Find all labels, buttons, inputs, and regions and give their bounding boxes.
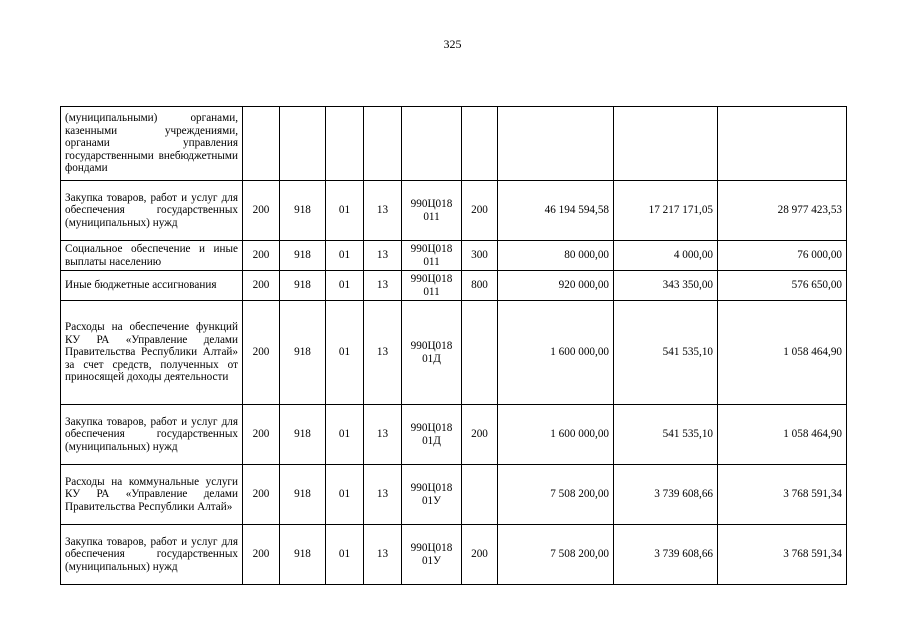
- table-row: [61, 405, 847, 465]
- table-row: [61, 241, 847, 271]
- row-amount-remaining: 1 058 464,90: [718, 301, 847, 405]
- row-ministry-code: 918: [280, 465, 326, 525]
- row-expense-type: 200: [462, 181, 498, 241]
- table-row: [61, 107, 847, 181]
- row-ministry-code: 918: [280, 405, 326, 465]
- row-description: Закупка товаров, работ и услуг для обеспечения государственных (муниципальных) нужд: [61, 181, 243, 241]
- table-row: [61, 465, 847, 525]
- row-admin-code: 200: [243, 241, 280, 271]
- row-amount-remaining: [718, 107, 847, 181]
- table-row: [61, 181, 847, 241]
- row-subsection-code: 13: [364, 241, 402, 271]
- row-target-article: 990Ц018 011: [402, 271, 462, 301]
- row-subsection-code: [364, 107, 402, 181]
- row-amount-planned: 80 000,00: [498, 241, 614, 271]
- row-description: Закупка товаров, работ и услуг для обеспечения государственных (муниципальных) нужд: [61, 405, 243, 465]
- row-subsection-code: 13: [364, 181, 402, 241]
- row-ministry-code: 918: [280, 181, 326, 241]
- row-target-article: 990Ц018 011: [402, 181, 462, 241]
- row-section-code: 01: [326, 241, 364, 271]
- row-target-article: 990Ц018 01У: [402, 465, 462, 525]
- table-row: [61, 301, 847, 405]
- row-amount-executed: 4 000,00: [614, 241, 718, 271]
- row-ministry-code: 918: [280, 241, 326, 271]
- table-row: [61, 525, 847, 585]
- row-amount-remaining: 576 650,00: [718, 271, 847, 301]
- row-amount-planned: [498, 107, 614, 181]
- row-admin-code: 200: [243, 465, 280, 525]
- row-description: Социальное обеспечение и иные выплаты населению: [61, 241, 243, 271]
- row-subsection-code: 13: [364, 525, 402, 585]
- row-ministry-code: 918: [280, 525, 326, 585]
- row-expense-type: 200: [462, 405, 498, 465]
- row-ministry-code: 918: [280, 271, 326, 301]
- row-amount-planned: 7 508 200,00: [498, 525, 614, 585]
- row-section-code: [326, 107, 364, 181]
- row-section-code: 01: [326, 301, 364, 405]
- row-amount-remaining: 28 977 423,53: [718, 181, 847, 241]
- row-description: Закупка товаров, работ и услуг для обеспечения государственных (муниципальных) нужд: [61, 525, 243, 585]
- row-amount-remaining: 76 000,00: [718, 241, 847, 271]
- row-section-code: 01: [326, 271, 364, 301]
- table-row: [61, 271, 847, 301]
- row-description: Расходы на коммунальные услуги КУ РА «Управление делами Правительства Республики Алтай»: [61, 465, 243, 525]
- row-amount-remaining: 3 768 591,34: [718, 525, 847, 585]
- row-amount-executed: 3 739 608,66: [614, 465, 718, 525]
- row-target-article: [402, 107, 462, 181]
- row-subsection-code: 13: [364, 405, 402, 465]
- row-section-code: 01: [326, 405, 364, 465]
- row-ministry-code: 918: [280, 301, 326, 405]
- row-target-article: 990Ц018 01Д: [402, 405, 462, 465]
- row-admin-code: 200: [243, 301, 280, 405]
- row-expense-type: [462, 107, 498, 181]
- page-number: 325: [443, 37, 462, 51]
- row-amount-executed: 343 350,00: [614, 271, 718, 301]
- row-expense-type: [462, 465, 498, 525]
- row-amount-planned: 920 000,00: [498, 271, 614, 301]
- row-amount-executed: 17 217 171,05: [614, 181, 718, 241]
- row-section-code: 01: [326, 181, 364, 241]
- row-admin-code: 200: [243, 271, 280, 301]
- row-amount-planned: 1 600 000,00: [498, 301, 614, 405]
- row-subsection-code: 13: [364, 271, 402, 301]
- row-description: Расходы на обеспечение функций КУ РА «Управление делами Правительства Республики Алтай» за счет средств, полученных от приносящей доходы деятельности: [61, 301, 243, 405]
- row-subsection-code: 13: [364, 465, 402, 525]
- row-target-article: 990Ц018 01У: [402, 525, 462, 585]
- row-target-article: 990Ц018 01Д: [402, 301, 462, 405]
- row-description: Иные бюджетные ассигнования: [61, 271, 243, 301]
- row-target-article: 990Ц018 011: [402, 241, 462, 271]
- row-description: (муниципальными) органами, казенными учреждениями, органами управления государственными внебюджетными фондами: [61, 107, 243, 181]
- row-amount-remaining: 1 058 464,90: [718, 405, 847, 465]
- row-amount-remaining: 3 768 591,34: [718, 465, 847, 525]
- row-admin-code: [243, 107, 280, 181]
- row-expense-type: 800: [462, 271, 498, 301]
- row-expense-type: [462, 301, 498, 405]
- row-expense-type: 200: [462, 525, 498, 585]
- row-amount-executed: [614, 107, 718, 181]
- row-amount-planned: 7 508 200,00: [498, 465, 614, 525]
- row-amount-executed: 541 535,10: [614, 301, 718, 405]
- row-section-code: 01: [326, 525, 364, 585]
- row-amount-planned: 46 194 594,58: [498, 181, 614, 241]
- row-ministry-code: [280, 107, 326, 181]
- row-amount-executed: 3 739 608,66: [614, 525, 718, 585]
- row-section-code: 01: [326, 465, 364, 525]
- row-admin-code: 200: [243, 181, 280, 241]
- row-amount-executed: 541 535,10: [614, 405, 718, 465]
- row-admin-code: 200: [243, 405, 280, 465]
- row-subsection-code: 13: [364, 301, 402, 405]
- budget-table: [60, 106, 847, 585]
- row-amount-planned: 1 600 000,00: [498, 405, 614, 465]
- row-admin-code: 200: [243, 525, 280, 585]
- row-expense-type: 300: [462, 241, 498, 271]
